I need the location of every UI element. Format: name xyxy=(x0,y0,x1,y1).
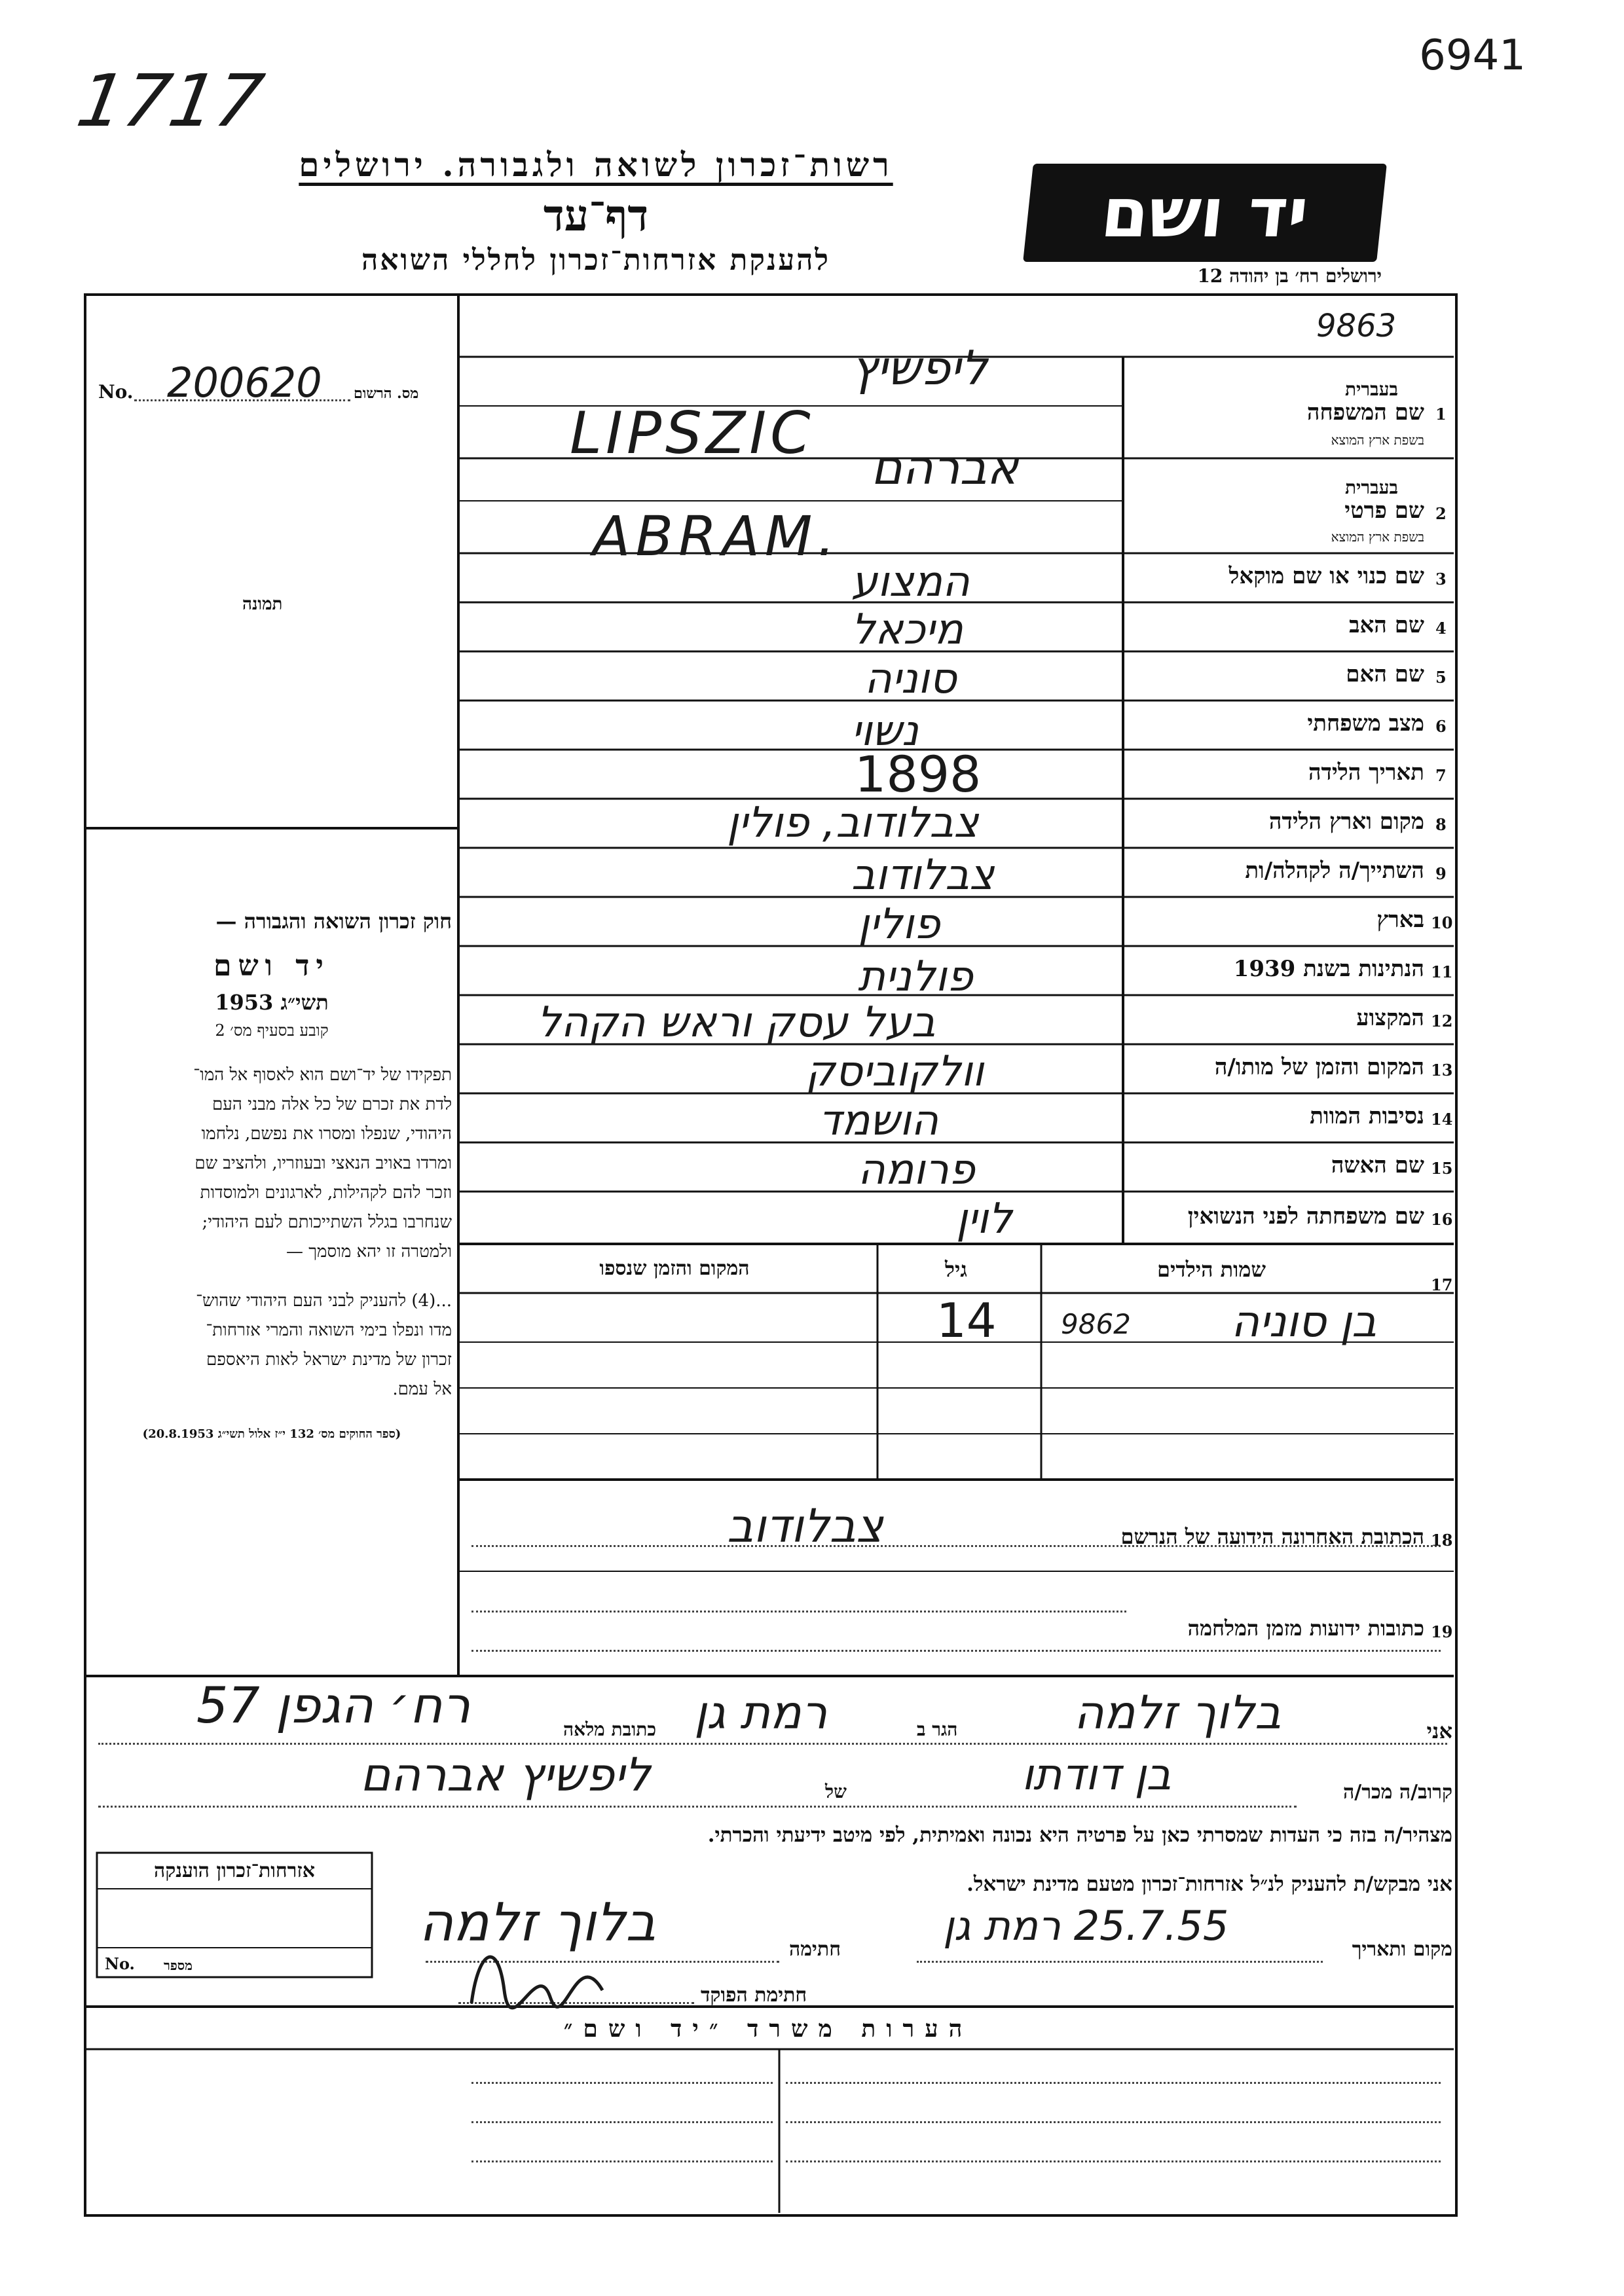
child-age: 14 xyxy=(936,1293,997,1348)
registration-no-label: No. xyxy=(98,381,134,403)
logo-text: יד ושם xyxy=(1098,173,1312,253)
value-community: צבלודוב xyxy=(851,851,995,900)
signature-label: חתימה xyxy=(789,1938,841,1961)
row-label-community: השתייך/ה לקהלה/ות xyxy=(1245,858,1424,884)
row-label-mother: שם האם xyxy=(1346,661,1424,687)
row-label-wife-maiden: שם משפחתה לפני הנשואין xyxy=(1187,1203,1424,1230)
law-paragraph-1: תפקידו של יד־ושם הוא לאסוף אל המו־ לדת את זכרם של כל אלה מבני העם היהודי, שנפלו ומסרו את נפשם, נלחמו ומרדו באויב הנאצי ובעוזריו, ולהציב שם וזכר להם לקהילות, לארגונים ולמוסדות שנחרבו בגלל השתייכותם לעם היהודי; ולמטרה זו יהא מוסמך — xyxy=(193,1065,452,1262)
law-name: יד ושם xyxy=(213,949,330,983)
row-label-birth-date: תאריך הלידה xyxy=(1308,759,1424,786)
row-sub-hebrew: בעברית xyxy=(1344,477,1398,498)
row-label-citizenship-1939: הנתינות בשנת 1939 xyxy=(1233,956,1424,982)
row-number: 13 xyxy=(1431,1061,1453,1080)
row-label-nickname: שם כנוי או שם מוקאל xyxy=(1228,563,1424,589)
law-paragraph-2: ...(4) להעניק לבני העם היהודי שהוש־ מדו ונפלו בימי השואה והמרי אזרחות־ זכרון של מדינת ישראל לאות היאספם אל עמם. xyxy=(196,1291,452,1399)
value-family-name-latin: LIPSZIC xyxy=(570,399,815,467)
registration-mas-label: מס. הרשום xyxy=(354,385,419,402)
form-title: דף־עד xyxy=(543,190,649,241)
value-father: מיכאל xyxy=(851,606,963,654)
row-label-death-circumstances: נסיבות המוות xyxy=(1310,1103,1424,1129)
place-date-label: מקום ותאריך xyxy=(1352,1938,1452,1961)
row-sub-hebrew: בעברית xyxy=(1344,378,1398,400)
declarant-name: בלוך זלמה xyxy=(1074,1686,1282,1740)
law-year: תשי״ג 1953 xyxy=(215,990,329,1015)
stamp-number: 9863 xyxy=(1316,308,1397,344)
row-label-death-place-time: המקום והזמן של מותו/ה xyxy=(1214,1054,1424,1080)
children-place-header: המקום והזמן שנספו xyxy=(599,1257,750,1280)
row18-label: הכתובת האחרונה הידועה של הנרשם xyxy=(1120,1524,1424,1549)
handwritten-reference: 1717 xyxy=(71,59,270,143)
row-number: 6 xyxy=(1435,717,1447,736)
declarant-address: רח׳ הגפן 57 xyxy=(196,1676,471,1734)
law-clause: קובע בסעיף מס׳ 2 xyxy=(215,1021,329,1040)
registration-number: 200620 xyxy=(167,359,322,407)
value-country: פולין xyxy=(858,900,940,949)
declaration-relation-label: קרוב/ה מכר/ה xyxy=(1343,1781,1452,1804)
declaration-statement: מצהיר/ה בזה כי העדות שמסרתי כאן על פרטיה היא נכונה ואמיתית, לפי מיטב ידיעתי והכרתי. xyxy=(707,1823,1452,1847)
value-birth-place: צבלודוב, פולין xyxy=(727,799,979,847)
citizenship-mispar-label: מספר xyxy=(164,1958,193,1973)
declarant-signature: בלוך זלמה xyxy=(419,1892,656,1953)
archive-number: 6941 xyxy=(1419,31,1526,80)
value-death-place: וולקוביסק xyxy=(805,1048,984,1096)
declaration-of-name: ליפשיץ אברהם xyxy=(360,1748,651,1802)
row-number: 12 xyxy=(1431,1011,1453,1030)
address-line: ירושלים רח׳ בן יהודה 12 xyxy=(1197,265,1382,287)
value-first-name-latin: ABRAM. xyxy=(593,504,841,568)
value-family-name-hebrew: ליפשיץ xyxy=(851,340,987,395)
row-label-first-name: שם פרטי xyxy=(1344,498,1424,524)
row-sub-origin: בשפת ארץ המוצא xyxy=(1331,529,1424,545)
form-subtitle: להענקת אזרחות־זכרון לחללי השואה xyxy=(361,244,830,277)
children-age-header: גיל xyxy=(945,1257,967,1282)
row18-value: צבלודוב xyxy=(727,1499,883,1553)
row-number: 16 xyxy=(1431,1210,1453,1229)
declarant-city: רמת גן xyxy=(694,1686,828,1740)
row-number: 15 xyxy=(1431,1159,1453,1178)
value-wife-maiden: לוין xyxy=(956,1195,1012,1243)
row-number: 1 xyxy=(1435,405,1447,424)
row-label-family-name: שם המשפחה xyxy=(1306,399,1424,426)
row-label-wife: שם האשה xyxy=(1331,1152,1424,1178)
row-number: 11 xyxy=(1431,962,1453,981)
row-number: 4 xyxy=(1435,619,1447,638)
office-notes-header: הערות משרד ״יד ושם״ xyxy=(563,2015,973,2043)
children-names-header: שמות הילדים xyxy=(1157,1257,1266,1282)
row-label-country: בארץ xyxy=(1376,907,1424,933)
row-label-profession: המקצוע xyxy=(1356,1005,1424,1031)
row-number: 2 xyxy=(1435,504,1447,523)
place-date-value: 25.7.55 רמת גן xyxy=(943,1902,1229,1950)
row-number: 7 xyxy=(1435,766,1447,785)
row-label-marital: מצב משפחתי xyxy=(1307,710,1424,737)
declaration-ani: אני xyxy=(1426,1719,1452,1743)
row-number: 19 xyxy=(1431,1622,1453,1641)
law-citation: (ספר החוקים מס׳ 132 י״ז אלול תשי״ג 20.8.1953) xyxy=(142,1427,401,1441)
value-mother: סוניה xyxy=(864,655,957,703)
declaration-resides-in: הגר ב xyxy=(917,1719,958,1740)
row19-label: כתובות ידועות מזמן המלחמה xyxy=(1187,1616,1424,1641)
value-first-name-hebrew: אברהם xyxy=(871,440,1019,495)
child-note: 9862 xyxy=(1061,1308,1131,1340)
value-wife: פרומה xyxy=(858,1146,975,1194)
declaration-request: אני מבקש/ת להעניק לנ״ל אזרחות־זכרון מטעם מדינת ישראל. xyxy=(967,1872,1452,1896)
value-nickname: המצוע xyxy=(851,558,970,606)
row-label-birth-place: מקום וארץ הלידה xyxy=(1268,809,1424,835)
row-number: 10 xyxy=(1431,913,1453,932)
child-name: בן סוניה xyxy=(1231,1296,1377,1347)
declarant-relation: בן דודתו xyxy=(1022,1749,1172,1800)
row-number: 8 xyxy=(1435,815,1447,834)
value-profession: בעל עסק וראש הקהל xyxy=(537,998,936,1047)
citizenship-no-label: No. xyxy=(105,1954,135,1973)
declaration-address-label: כתובת מלאה xyxy=(563,1719,657,1740)
value-marital: נשוי xyxy=(851,707,919,756)
row-label-father: שם האב xyxy=(1349,612,1424,638)
row-number: 17 xyxy=(1431,1275,1453,1294)
row-sub-origin: בשפת ארץ המוצא xyxy=(1331,432,1424,448)
row-number: 5 xyxy=(1435,668,1447,687)
declaration-of-label: של xyxy=(825,1781,847,1802)
citizenship-title: אזרחות־זכרון הוענקה xyxy=(153,1859,316,1882)
photo-label: תמונה xyxy=(242,594,283,614)
row-number: 3 xyxy=(1435,570,1447,589)
officer-signature-label: חתימת הפוקד xyxy=(701,1984,807,2007)
row-number: 14 xyxy=(1431,1110,1453,1129)
value-birth-date: 1898 xyxy=(855,745,982,803)
law-title: חוק זכרון השואה והגבורה — xyxy=(215,909,452,934)
value-citizenship: פולנית xyxy=(858,953,973,1001)
value-death-circumstances: הושמד xyxy=(819,1097,938,1145)
authority-header: רשות־זכרון לשואה ולגבורה. ירושלים xyxy=(299,145,893,184)
row-number: 18 xyxy=(1431,1531,1453,1550)
row-number: 9 xyxy=(1435,864,1447,883)
